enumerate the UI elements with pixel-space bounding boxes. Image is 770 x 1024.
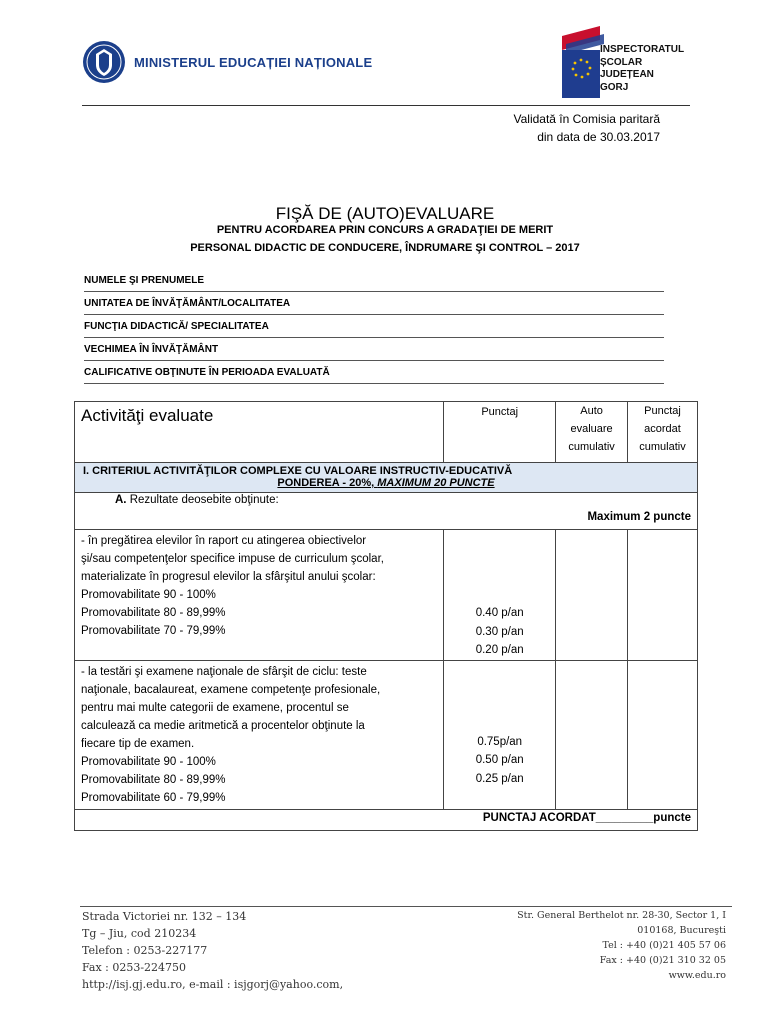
section-weight: PONDEREA - 20%, MAXIMUM 20 PUNCTE (277, 477, 495, 489)
total-row (75, 809, 698, 830)
field-ratings[interactable]: CALIFICATIVE OBŢINUTE ÎN PERIOADA EVALUATĂ (84, 362, 664, 384)
subsection-row (75, 493, 698, 530)
total-punctaj[interactable]: PUNCTAJ ACORDAT_________puncte (75, 809, 698, 830)
auto-score-cell[interactable] (556, 660, 628, 809)
auto-score-cell[interactable] (556, 530, 628, 661)
isj-name: INSPECTORATUL ȘCOLAR JUDEȚEAN GORJ (600, 44, 685, 93)
criteria-row (75, 660, 698, 809)
criterion-points: 0.40 p/an 0.30 p/an 0.20 p/an (444, 530, 556, 661)
subtitle-line-2: PERSONAL DIDACTIC DE CONDUCERE, ÎNDRUMARE ŞI CONTROL – 2017 (190, 242, 580, 254)
evaluation-table (74, 401, 698, 831)
subtitle-line-1: PENTRU ACORDAREA PRIN CONCURS A GRADAŢIEI DE MERIT (216, 224, 554, 236)
document-title: FIŞĂ DE (AUTO)EVALUARE (275, 204, 495, 223)
validation-note: Validată în Comisia paritară din data de 30.03.2017 (513, 112, 660, 144)
header-divider (82, 105, 690, 106)
section-title: I. CRITERIUL ACTIVITĂŢILOR COMPLEXE CU VALOARE INSTRUCTIV-EDUCATIVĂ (83, 465, 513, 477)
header-punctaj-acordat: Punctaj acordat cumulativ (628, 402, 698, 463)
ministry-seal-icon (82, 40, 126, 84)
section-row (75, 463, 698, 493)
field-name[interactable]: NUMELE ŞI PRENUMELE (84, 270, 664, 292)
criterion-points: 0.75p/an 0.50 p/an 0.25 p/an (444, 660, 556, 809)
ministry-name: MINISTERUL EDUCAȚIEI NAȚIONALE (134, 55, 373, 70)
header-punctaj: Punctaj (444, 402, 556, 463)
criteria-row (75, 530, 698, 661)
section-header (75, 463, 698, 493)
isj-address: Strada Victoriei nr. 132 – 134 Tg – Jiu, cod 210234 Telefon : 0253-227177 Fax : 0253-224750 http://isj.gj.edu.ro, e-mail : isjgorj@yahoo.com, (82, 910, 344, 991)
header-auto-evaluare: Auto evaluare cumulativ (556, 402, 628, 463)
footer-divider (80, 906, 732, 907)
subsection-a-max: Maximum 2 puncte (587, 511, 691, 523)
field-seniority[interactable]: VECHIMEA ÎN ÎNVĂŢĂMÂNT (84, 339, 664, 361)
table-header-row (75, 402, 698, 463)
criterion-text: - la testări şi examene naţionale de sfârşit de ciclu: teste naţionale, bacalaureat, examene competenţe profesionale, pentru mai multe categorii de examene, procentul se calculează ca medie aritmetică a procentelor obţinute la fiecare tip de examen. Promovabilitate 90 - 100% Promovabilitate 80 - 89,99% Promovabilitate 60 - 79,99% (75, 660, 444, 809)
header-activities: Activităţi evaluate (75, 402, 444, 463)
subsection-a: A. Rezultate deosebite obţinute: Maximum 2 puncte (75, 493, 698, 530)
ministry-address: Str. General Berthelot nr. 28-30, Sector 1, I 010168, Bucureşti Tel : +40 (0)21 405 57 06 Fax : +40 (0)21 310 32 05 www.edu.ro (517, 910, 726, 981)
field-school[interactable]: UNITATEA DE ÎNVĂŢĂMÂNT/LOCALITATEA (84, 293, 664, 315)
awarded-score-cell[interactable] (628, 660, 698, 809)
field-function[interactable]: FUNCŢIA DIDACTICĂ/ SPECIALITATEA (84, 316, 664, 338)
criterion-text: - în pregătirea elevilor în raport cu atingerea obiectivelor şi/sau competenţelor specifice impuse de curriculum şcolar, materializate în progresul elevilor la sfârşitul anului şcolar: Promovabilitate 90 - 100% Promovabilitate 80 - 89,99% Promovabilitate 70 - 79,99% (75, 530, 444, 661)
awarded-score-cell[interactable] (628, 530, 698, 661)
